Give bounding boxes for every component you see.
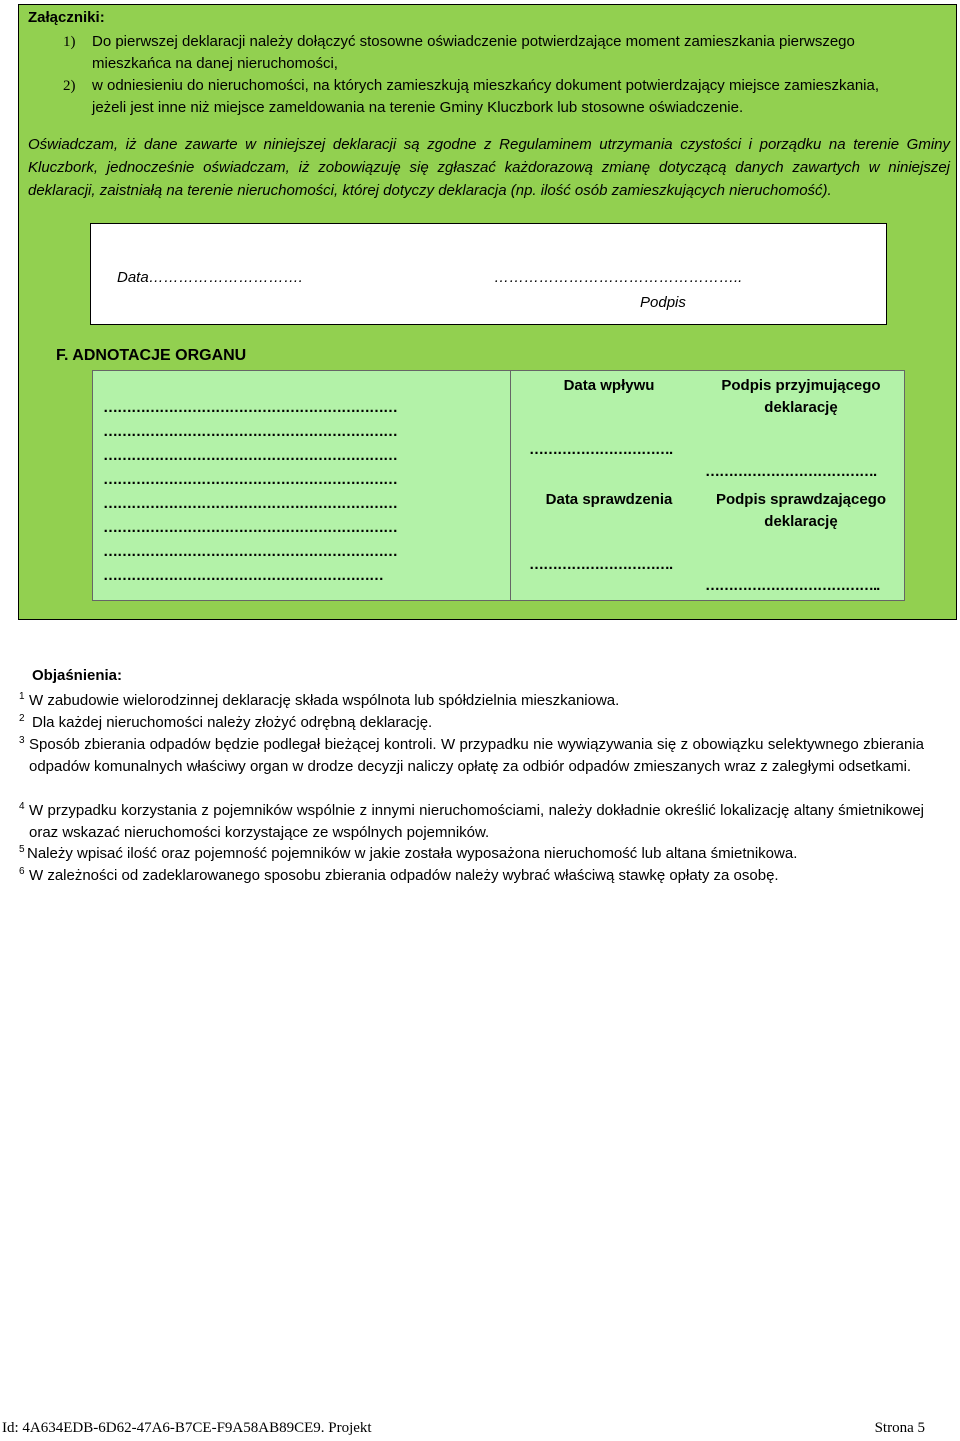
receipt-date-label: Data wpływu xyxy=(563,377,655,394)
check-date-label: Data sprawdzenia xyxy=(545,491,673,508)
footnote-marker: 2 xyxy=(19,713,25,724)
footnote-text: Sposób zbierania odpadów będzie podlegał bieżącej kontroli. W przypadku nie wywiązywania się z obowiązku selektywnego zbierania odpadów komunalnych właściwy organ w drodze decyzji naliczy opłatę za odbiór odpadów zmieszanych wraz z zaległymi odsetkami. xyxy=(29,736,924,775)
receiver-sign-label: Podpis przyjmującego deklarację xyxy=(721,377,881,416)
attachment-line: jeżeli jest inne niż miejsce zameldowania na terenie Gminy Kluczbork lub stosowne oświadczenie. xyxy=(92,99,744,116)
attachments-title: Załączniki: xyxy=(28,9,105,26)
footnote-4 xyxy=(19,800,27,826)
note-line[interactable]: ……………………………………………………… xyxy=(103,423,397,440)
note-line[interactable]: ……………………………………………………… xyxy=(103,471,397,488)
checker-sign-field[interactable]: ……………………………….. xyxy=(705,577,880,594)
signature-line[interactable]: ………………………………………….. xyxy=(494,269,743,286)
attachments-panel xyxy=(18,4,957,620)
footnote-marker: 4 xyxy=(19,801,25,812)
attachment-number: 2) xyxy=(63,78,76,94)
footnote-text: Należy wpisać ilość oraz pojemność pojemników w jakie została wyposażona nieruchomość lub altana śmietnikowa. xyxy=(27,845,798,862)
note-line[interactable]: ……………………………………………………… xyxy=(103,519,397,536)
footnote-6 xyxy=(19,865,27,891)
attachment-line: Do pierwszej deklaracji należy dołączyć stosowne oświadczenie potwierdzające moment zamieszkania pierwszego xyxy=(92,33,855,50)
check-date-field[interactable]: …………………………. xyxy=(529,556,673,573)
explanations-title: Objaśnienia: xyxy=(32,667,123,684)
declaration-text: Oświadczam, iż dane zawarte w niniejszej deklaracji są zgodne z Regulaminem utrzymania czystości i porządku na terenie Gminy Kluczbork, jednocześnie oświadczam, iż zobowiązuję się zgłaszać każdorazową zmianę dotyczącą danych zawartych w niniejszej deklaracji, zaistniałą na terenie nieruchomości, której dotyczy deklaracja (np. ilość osób zamieszkujących nieruchomość). xyxy=(28,136,950,199)
attachment-number: 1) xyxy=(63,34,76,50)
receipt-date-field[interactable]: …………………………. xyxy=(529,441,673,458)
footnote-text: W zabudowie wielorodzinnej deklarację składa wspólnota lub spółdzielnia mieszkaniowa. xyxy=(29,692,620,709)
footnote-3 xyxy=(19,734,27,760)
note-line[interactable]: ……………………………………………………… xyxy=(103,447,397,464)
page-number: Strona 5 xyxy=(874,1420,925,1436)
footnote-marker: 3 xyxy=(19,735,25,746)
note-line[interactable]: …………………………………………………… xyxy=(103,567,383,584)
receiver-sign-field[interactable]: ………………………………. xyxy=(705,463,877,480)
signature-label: Podpis xyxy=(640,294,686,311)
checker-sign-label: Podpis sprawdzającego deklarację xyxy=(715,491,887,530)
authority-notes-box xyxy=(92,370,511,601)
footnote-marker: 5 xyxy=(19,844,25,855)
footnote-marker: 1 xyxy=(19,691,25,702)
receipt-grid xyxy=(510,370,905,601)
attachment-line: mieszkańca na danej nieruchomości, xyxy=(92,55,338,72)
document-id: Id: 4A634EDB-6D62-47A6-B7CE-F9A58AB89CE9. Projekt xyxy=(2,1420,372,1436)
footnote-text: Dla każdej nieruchomości należy złożyć odrębną deklarację. xyxy=(32,714,433,731)
note-line[interactable]: ……………………………………………………… xyxy=(103,495,397,512)
footnote-marker: 6 xyxy=(19,866,25,877)
signature-box xyxy=(90,223,887,325)
note-line[interactable]: ……………………………………………………… xyxy=(103,399,397,416)
section-f-title: F. ADNOTACJE ORGANU xyxy=(56,347,247,364)
footnote-text: W zależności od zadeklarowanego sposobu zbierania odpadów należy wybrać właściwą stawkę opłaty za osobę. xyxy=(29,867,779,884)
date-field[interactable]: Data…………………………. xyxy=(117,269,303,286)
footnote-text: W przypadku korzystania z pojemników wspólnie z innymi nieruchomościami, należy dokładnie określić lokalizację altany śmietnikowej oraz wskazać nieruchomości korzystające ze wspólnych pojemników. xyxy=(29,802,924,841)
note-line[interactable]: ……………………………………………………… xyxy=(103,543,397,560)
attachment-line: w odniesieniu do nieruchomości, na których zamieszkują mieszkańcy dokument potwierdzający miejsce zamieszkania, xyxy=(92,77,880,94)
